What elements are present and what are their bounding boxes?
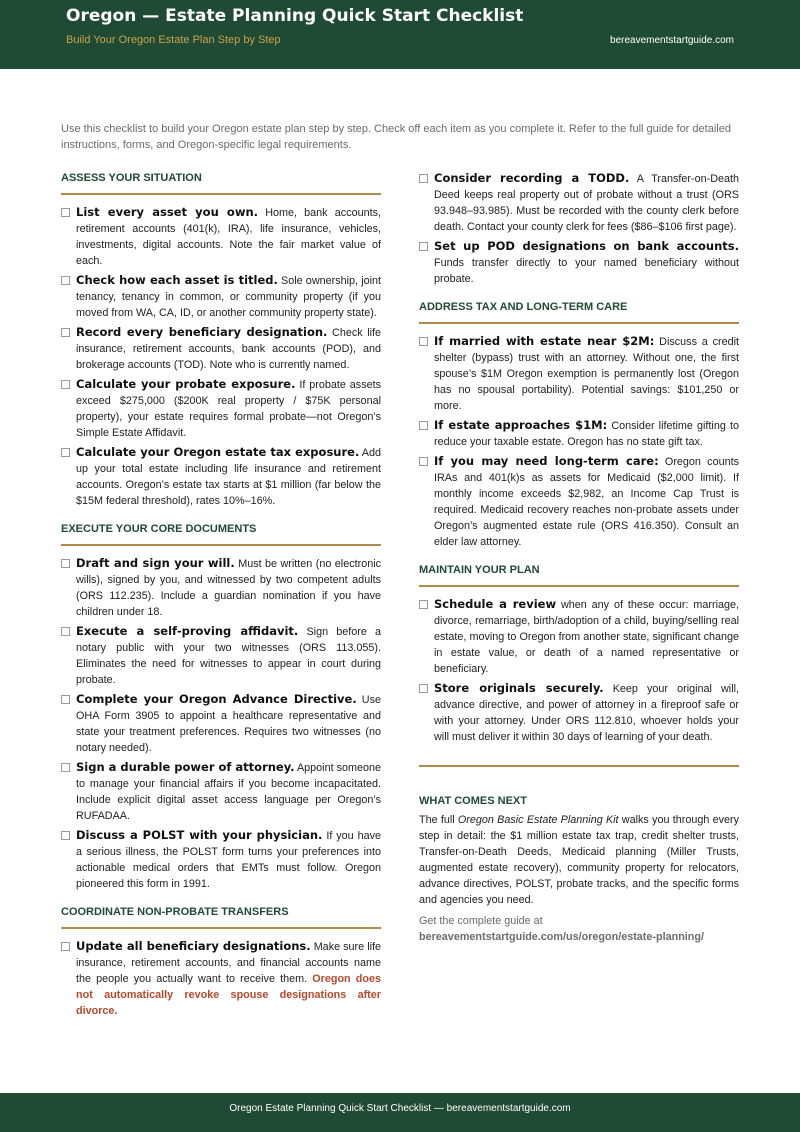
section-heading-maintain: MAINTAIN YOUR PLAN [419, 562, 739, 587]
right-column [419, 170, 739, 945]
checklist-item [61, 759, 381, 824]
checklist-item [61, 827, 381, 892]
item-lead: Complete your Oregon Advance Directive. [76, 692, 357, 706]
checklist-item [61, 623, 381, 688]
checklist-item [61, 444, 381, 509]
checkbox[interactable] [61, 942, 70, 951]
checklist-item [419, 238, 739, 287]
checkbox[interactable] [61, 448, 70, 457]
item-text: Must be written (no electronic wills), signed by you, and witnessed by two competent adults (ORS 112.235). Include a guardian nomination if you have children under 18. [76, 558, 381, 618]
item-lead: Store originals securely. [434, 681, 604, 695]
item-text: Funds transfer directly to your named beneficiary without probate. [434, 257, 739, 285]
item-lead: Draft and sign your will. [76, 556, 235, 570]
checkbox[interactable] [61, 380, 70, 389]
item-text: Discuss a credit shelter (bypass) trust with an attorney. Without one, the first spouse’s $1M Oregon exemption is permanently lost (Oregon has no spousal portability). Potential savings: $101,250 or more. [434, 336, 740, 412]
footer-text: Oregon Estate Planning Quick Start Checklist — bereavementstartguide.com [229, 1103, 571, 1114]
checkbox[interactable] [61, 831, 70, 840]
item-text: Sign before a notary public with your two witnesses (ORS 113.055). Eliminates the need for witnesses to appear in court during probate. [76, 626, 381, 686]
item-lead: Check how each asset is titled. [76, 273, 278, 287]
checklist-item [61, 938, 381, 1019]
page-title: Oregon — Estate Planning Quick Start Checklist [66, 6, 524, 26]
guide-url-link[interactable]: bereavementstartguide.com/us/oregon/estate-planning/ [419, 931, 704, 943]
section-heading-assess: ASSESS YOUR SITUATION [61, 170, 381, 195]
checklist-item [419, 170, 739, 235]
page-subtitle: Build Your Oregon Estate Plan Step by Step [66, 34, 281, 46]
item-text: Add up your total estate including life insurance and retirement accounts. Oregon’s estate tax starts at $1 million (far below the $15M federal threshold), rates 10%–16%. [76, 447, 381, 507]
item-text: Consider lifetime gifting to reduce your taxable estate. Oregon has no state gift tax. [434, 420, 739, 448]
item-text: Check life insurance, retirement accounts, bank accounts (POD), and brokerage accounts (TOD). Note who is currently named. [76, 327, 382, 371]
next-heading: WHAT COMES NEXT [419, 795, 527, 807]
section-heading-tax: ADDRESS TAX AND LONG-TERM CARE [419, 299, 739, 324]
item-text: Appoint someone to manage your financial affairs if you become incapacitated. Include explicit digital asset access language per Oregon’s RUFADAA. [76, 762, 381, 822]
item-lead: Execute a self-proving affidavit. [76, 624, 299, 638]
checklist-item [419, 453, 739, 550]
item-lead: Calculate your Oregon estate tax exposure. [76, 445, 360, 459]
item-text: Oregon counts IRAs and 401(k)s as assets for Medicaid ($2,000 limit). If monthly income exceeds $2,982, an Income Cap Trust is required. Medicaid recovery reaches non-probate assets under Oregon’s augmented estate rule (ORS 416.350). Consult an elder law attorney. [434, 456, 739, 548]
next-body-post: walks you through every step in detail: the $1 million estate tax trap, credit shelter trusts, Transfer-on-Death Deeds, Medicaid planning (Miller Trusts, augmented estate recovery), community property for relocators, advance directives, POLST, probate tracks, and the specific forms and agencies you need. [419, 814, 739, 906]
section-heading-execute: EXECUTE YOUR CORE DOCUMENTS [61, 521, 381, 546]
item-lead: Discuss a POLST with your physician. [76, 828, 323, 842]
checklist-item [419, 333, 739, 414]
intro-text: Use this checklist to build your Oregon estate plan step by step. Check off each item as you complete it. Refer to the full guide for detailed instructions, forms, and Oregon-specific legal requirements. [61, 123, 731, 151]
checkbox[interactable] [419, 174, 428, 183]
checkbox[interactable] [61, 695, 70, 704]
item-lead: Sign a durable power of attorney. [76, 760, 295, 774]
item-text: If probate assets exceed $275,000 ($200K real property / $75K personal property), your estate requires formal probate—not Oregon’s Simple Estate Affidavit. [76, 379, 381, 439]
get-guide-text: Get the complete guide at [419, 915, 543, 927]
item-text: Sole ownership, joint tenancy, tenancy in common, or community property (if you moved from WA, CA, ID, or another community property state). [76, 275, 381, 319]
header-banner [0, 0, 800, 69]
item-lead: List every asset you own. [76, 205, 259, 219]
checklist-item [419, 680, 739, 745]
item-lead: Calculate your probate exposure. [76, 377, 296, 391]
checklist-item [419, 596, 739, 677]
left-column [61, 170, 381, 1022]
footer-bar [0, 1093, 800, 1132]
checkbox[interactable] [419, 337, 428, 346]
checkbox[interactable] [419, 457, 428, 466]
item-lead: If you may need long-term care: [434, 454, 659, 468]
section-execute-items [61, 555, 381, 892]
divider [419, 765, 739, 767]
item-warning: Oregon does not automatically revoke spouse designations after divorce. [76, 973, 381, 1017]
checkbox[interactable] [61, 559, 70, 568]
item-text: Make sure life insurance, retirement accounts, and financial accounts name the people you actually want to receive them. [76, 941, 381, 985]
item-text: Use OHA Form 3905 to appoint a healthcare representative and state your treatment preferences. Requires two witnesses (no notary needed). [76, 694, 381, 754]
item-text: Keep your original will, advance directive, and power of attorney in a fireproof safe or with your attorney. Under ORS 112.810, whoever holds your will must deliver it within 30 days of learning of your death. [434, 683, 739, 743]
item-text: when any of these occur: marriage, divorce, remarriage, birth/adoption of a child, buying/selling real estate, moving to Oregon from another state, significant change in estate value, or death of a named representative or beneficiary. [434, 599, 739, 675]
item-lead: Record every beneficiary designation. [76, 325, 328, 339]
checklist-item [61, 555, 381, 620]
item-lead: If married with estate near $2M: [434, 334, 655, 348]
checklist-item [61, 691, 381, 756]
checkbox[interactable] [61, 328, 70, 337]
checklist-item [61, 324, 381, 373]
checklist-item [61, 376, 381, 441]
next-body [419, 812, 739, 908]
next-body-pre: The full [419, 814, 458, 826]
checkbox[interactable] [61, 276, 70, 285]
checklist-item [61, 272, 381, 321]
checkbox[interactable] [419, 684, 428, 693]
checkbox[interactable] [419, 421, 428, 430]
checkbox[interactable] [419, 242, 428, 251]
item-lead: Set up POD designations on bank accounts. [434, 239, 739, 253]
checkbox[interactable] [419, 600, 428, 609]
section-assess-items [61, 204, 381, 509]
checklist-item [419, 417, 739, 450]
item-lead: Schedule a review [434, 597, 557, 611]
item-text: If you have a serious illness, the POLST form turns your preferences into actionable medical orders that EMTs must follow. Oregon pioneered this form in 1991. [76, 830, 381, 890]
header-site-link[interactable]: bereavementstartguide.com [610, 35, 734, 46]
item-lead: If estate approaches $1M: [434, 418, 608, 432]
item-text: Home, bank accounts, retirement accounts (401(k), IRA), life insurance, vehicles, investments, digital accounts. Note the fair market value of each. [76, 207, 381, 267]
checkbox[interactable] [61, 627, 70, 636]
section-heading-coordinate: COORDINATE NON-PROBATE TRANSFERS [61, 904, 381, 929]
kit-title: Oregon Basic Estate Planning Kit [457, 814, 619, 826]
item-lead: Update all beneficiary designations. [76, 939, 311, 953]
checkbox[interactable] [61, 208, 70, 217]
item-text: A Transfer-on-Death Deed keeps real property out of probate without a trust (ORS 93.948–93.985). Must be recorded with the county clerk before death. Contact your county clerk for fees ($86–$106 first page). [434, 173, 740, 233]
item-lead: Consider recording a TODD. [434, 171, 630, 185]
checklist-item [61, 204, 381, 269]
checkbox[interactable] [61, 763, 70, 772]
